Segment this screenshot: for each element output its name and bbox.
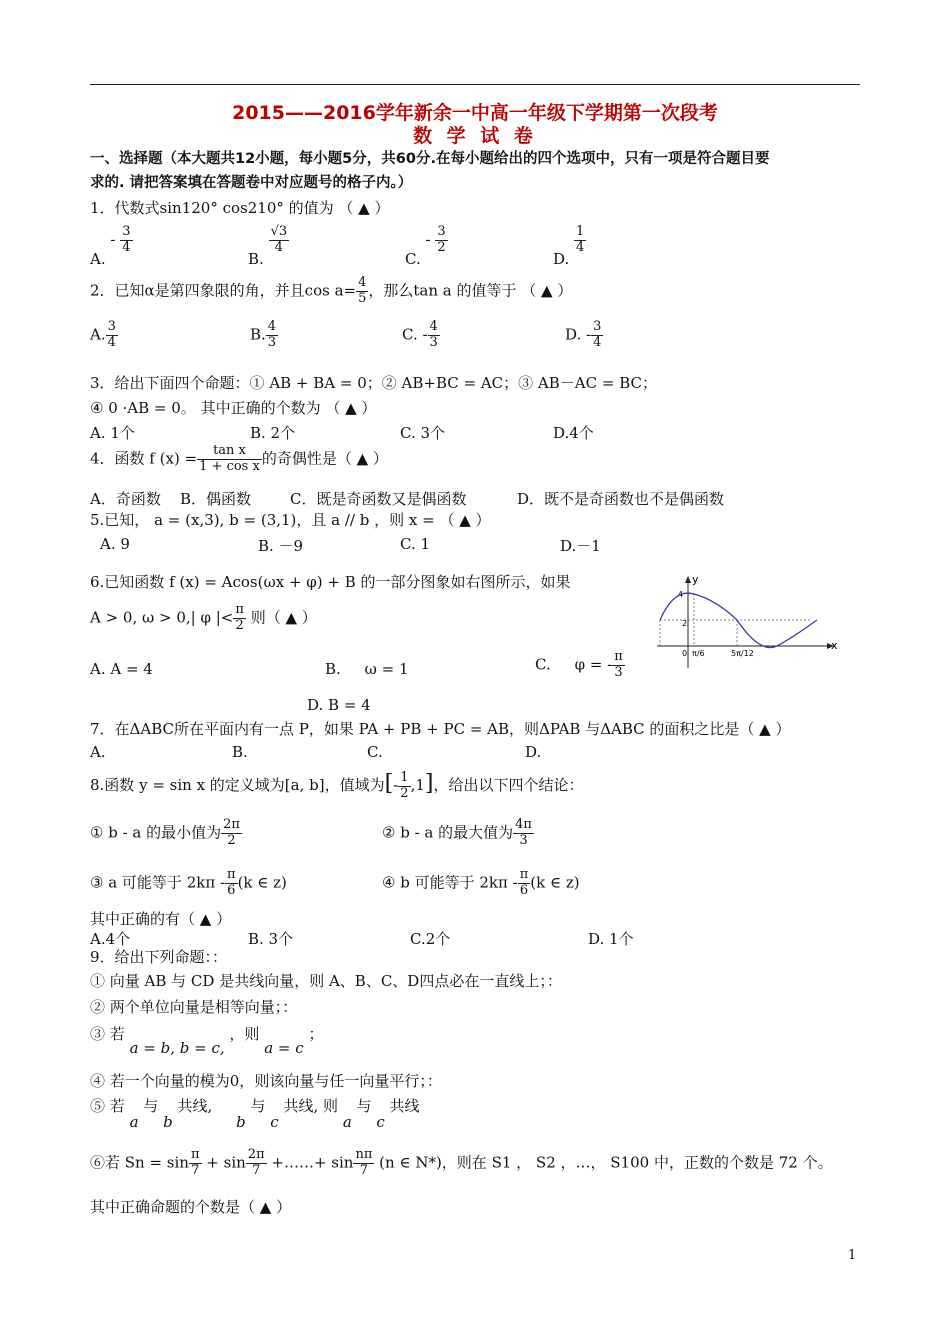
q4-option-c: C．既是奇函数又是偶函数	[290, 490, 467, 508]
q4-option-b: B．偶函数	[180, 490, 252, 508]
q6-line-2: A > 0, ω > 0,| φ |< $\frac{\pi}{2}$ 则（ ▲ ）	[90, 602, 317, 633]
q2-option-a: A. $\frac{3}{4}$	[90, 319, 116, 350]
q1-c-fraction: $\frac{3}{2}$	[437, 224, 446, 255]
q8-conclusion-3: ③ a 可能等于 2kπ - $\frac{\pi}{6}$ (k ∈ z)	[90, 867, 287, 898]
q5-option-b: B. －9	[258, 537, 304, 555]
q5-option-d: D.－1	[560, 537, 601, 555]
q7-option-d: D.	[525, 743, 542, 761]
q8-stem: 8.函数 y = sin x 的定义域为[a, b]，值域为[- $\frac{1}{2}$ ,1]，给出以下四个结论：	[90, 769, 584, 801]
q3-option-a: A. 1个	[90, 424, 135, 442]
q6-option-b: B. ω = 1	[325, 660, 409, 678]
q5-option-a: A. 9	[100, 535, 130, 553]
q9-proposition-4: ④ 若一个向量的模为0，则该向量与任一向量平行；：	[90, 1072, 442, 1090]
q4-option-d: D．既不是奇函数也不是偶函数	[517, 490, 725, 508]
q1-d-fraction: $\frac{1}{4}$	[576, 224, 585, 255]
graph-y-tick-2: 2	[682, 619, 688, 628]
q1-a-sign: -	[110, 230, 116, 249]
graph-y-label: y	[692, 574, 699, 586]
q2-stem: 2．已知α是第四象限的角，并且cos a= $\frac{4}{5}$ ，那么tan a 的值等于 （ ▲ ）	[90, 275, 573, 306]
q1-option-c: C. - $\frac{3}{2}$	[405, 224, 446, 269]
q8-option-d: D. 1个	[588, 930, 634, 948]
q9-stem: 9．给出下列命题：：	[90, 948, 228, 966]
q8-option-c: C.2个	[410, 930, 451, 948]
q8-option-b: B. 3个	[248, 930, 294, 948]
q1-b-fraction: $\frac{√3}{4}$	[270, 224, 288, 255]
q1-a-fraction: $\frac{3}{4}$	[122, 224, 131, 255]
q1-option-a: A. - $\frac{3}{4}$	[90, 224, 131, 269]
q3-option-c: C. 3个	[400, 424, 446, 442]
graph-x-tick-5pi12: 5π/12	[731, 649, 754, 658]
q1-option-d: D. $\frac{1}{4}$	[553, 224, 585, 269]
page-number: 1	[848, 1248, 857, 1263]
graph-y-tick-4: 4	[678, 590, 684, 599]
q8-tail: 其中正确的有（ ▲ ）	[90, 910, 232, 928]
q9-proposition-3: ③ 若 a = b, b = c, ，则 a = c ；	[90, 1025, 324, 1057]
q8-conclusion-2: ② b - a 的最大值为 $\frac{4\pi}{3}$	[382, 817, 532, 848]
q8-conclusion-4: ④ b 可能等于 2kπ - $\frac{\pi}{6}$ (k ∈ z)	[382, 867, 580, 898]
q2-option-b: B. $\frac{4}{3}$	[250, 319, 277, 350]
q3-option-b: B. 2个	[250, 424, 296, 442]
q9-tail: 其中正确命题的个数是（ ▲ ）	[90, 1198, 292, 1216]
q7-stem: 7．在ΔABC所在平面内有一点 P，如果 PA + PB + PC = AB，则ΔPAB 与ΔABC 的面积之比是（ ▲ ）	[90, 720, 791, 738]
q7-option-c: C.	[367, 743, 383, 761]
q5-stem: 5.已知， a = (x,3), b = (3,1)，且 a // b ，则 x = （ ▲ ）	[90, 511, 491, 529]
q9-proposition-5: ⑤ 若 a 与 b 共线, b 与 c 共线, 则 a 与 c 共线	[90, 1097, 420, 1131]
section-intro-2: 求的. 请把答案填在答题卷中对应题号的格子内。）	[90, 175, 413, 191]
q9-proposition-2: ② 两个单位向量是相等向量；：	[90, 998, 298, 1016]
q7-option-a: A.	[90, 743, 106, 761]
q1-stem: 1．代数式sin120° cos210° 的值为 （ ▲ ）	[90, 199, 390, 217]
q3-line-2: ④ 0 ·AB = 0。 其中正确的个数为 （ ▲ ）	[90, 399, 377, 417]
q4-stem: 4．函数 f (x) = $\frac{\text{tan x}}{\text{1 + cos x}}$ 的奇偶性是（ ▲ ）	[90, 443, 388, 474]
q2-option-d: D. - $\frac{3}{4}$	[565, 319, 602, 350]
q3-option-d: D.4个	[553, 424, 594, 442]
q8-option-a: A.4个	[90, 930, 131, 948]
exam-subtitle: 数 学 试 卷	[413, 125, 537, 147]
exam-title: 2015——2016学年新余一中高一年级下学期第一次段考	[232, 102, 718, 124]
q6-option-a: A. A = 4	[90, 660, 153, 678]
q6-option-d: D. B = 4	[307, 696, 371, 714]
q2-stem-fraction: $\frac{4}{5}$	[358, 275, 367, 306]
graph-y-arrow	[685, 576, 691, 583]
graph-x-tick-pi6: π/6	[692, 649, 705, 658]
q6-line-1: 6.已知函数 f (x) = Acos(ωx + φ) + B 的一部分图象如右图所示，如果	[90, 573, 571, 591]
header-rule	[90, 84, 860, 85]
q4-option-a: A．奇函数	[90, 490, 161, 508]
graph-x-label: x	[831, 639, 838, 652]
q9-proposition-1: ① 向量 AB 与 CD 是共线向量，则 A、B、C、D四点必在一直线上；：	[90, 972, 562, 990]
q6-option-c: C. φ = - $\frac{\pi}{3}$	[535, 649, 623, 680]
graph-x-tick-0: 0	[682, 649, 688, 658]
section-intro-1: 一、选择题（本大题共12小题，每小题5分，共60分.在每小题给出的四个选项中，只有一项是符合题目要	[90, 151, 770, 167]
q7-option-b: B.	[232, 743, 248, 761]
q4-fraction: $\frac{\text{tan x}}{\text{1 + cos x}}$	[199, 443, 260, 474]
q5-option-c: C. 1	[400, 535, 431, 553]
q9-proposition-6: ⑥若 Sn = sin $\frac{\pi}{7}$ + sin $\frac{2\pi}{7}$ +……+ sin $\frac{n\pi}{7}$ (n ∈ N*)，则在 S1 ， S2 ，…， S100 中，正数的个数是 72 个。	[90, 1147, 833, 1178]
q2-option-c: C. - $\frac{4}{3}$	[402, 319, 438, 350]
q3-line-1: 3．给出下面四个命题：① AB + BA = 0；② AB+BC = AC；③ AB－AC = BC；	[90, 374, 657, 392]
q8-conclusion-1: ① b - a 的最小值为 $\frac{2\pi}{2}$	[90, 817, 240, 848]
q1-option-b: B. $\frac{√3}{4}$	[248, 224, 288, 269]
q6-function-graph	[652, 574, 842, 670]
